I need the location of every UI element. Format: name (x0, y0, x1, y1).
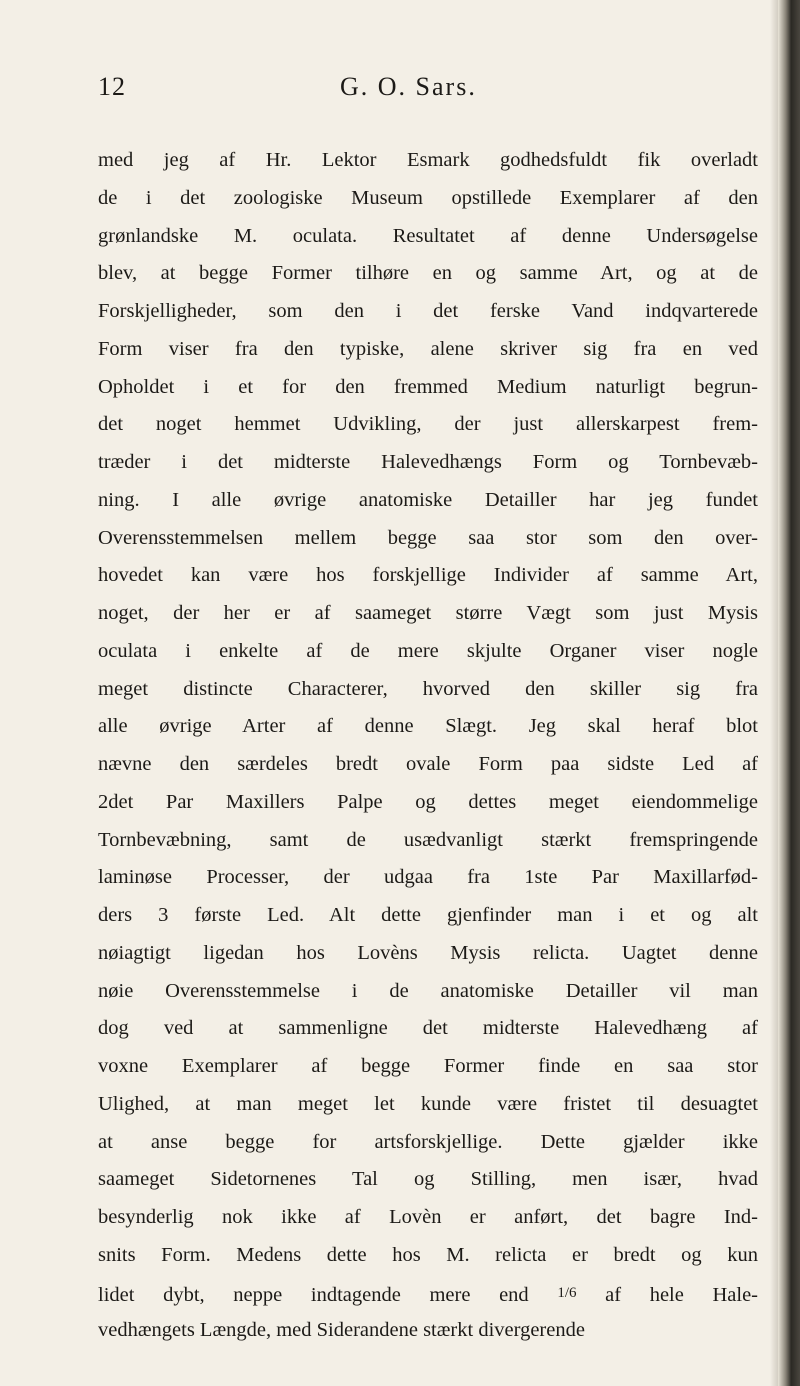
text-line: vedhængets Længde, med Siderandene stærkt divergerende (98, 1319, 585, 1342)
text-line: Form viser fra den typiske, alene skriver sig fra en ved (98, 337, 758, 360)
text-line: laminøse Processer, der udgaa fra 1ste Par Maxillarfød- (98, 866, 758, 889)
text-line: dog ved at sammenligne det midterste Halevedhæng af (98, 1017, 758, 1040)
text-line: det noget hemmet Udvikling, der just allerskarpest frem- (98, 413, 758, 436)
fraction: 1/6 (557, 1284, 577, 1301)
text-line: Ulighed, at man meget let kunde være fristet til desuagtet (98, 1092, 758, 1115)
running-head: G. O. Sars. (340, 72, 477, 101)
text-line: alle øvrige Arter af denne Slægt. Jeg skal heraf blot (98, 715, 758, 738)
text-line: at anse begge for artsforskjellige. Dette gjælder ikke (98, 1130, 758, 1153)
line-part: af hele Hale- (576, 1283, 758, 1306)
text-line: ning. I alle øvrige anatomiske Detailler har jeg fundet (98, 488, 758, 511)
text-line: nøiagtigt ligedan hos Lovèns Mysis relicta. Uagtet denne (98, 941, 758, 964)
page-edge (778, 0, 800, 1386)
text-line: blev, at begge Former tilhøre en og samme Art, og at de (98, 262, 758, 285)
text-line: ders 3 første Led. Alt dette gjenfinder man i et og alt (98, 904, 758, 926)
text-line: Forskjelligheder, som den i det ferske Vand indqvarterede (98, 300, 758, 322)
text-line: hovedet kan være hos forskjellige Individer af samme Art, (98, 564, 758, 587)
text-line: de i det zoologiske Museum opstillede Exemplarer af den (98, 186, 758, 209)
page-number: 12 (98, 72, 126, 101)
text-line: træder i det midterste Halevedhængs Form og Tornbevæb- (98, 451, 758, 473)
text-line: grønlandske M. oculata. Resultatet af denne Undersøgelse (98, 224, 758, 247)
text-line: 2det Par Maxillers Palpe og dettes meget eiendommelige (98, 790, 758, 813)
text-line: snits Form. Medens dette hos M. relicta er bredt og kun (98, 1243, 758, 1266)
text-line: saameget Sidetornenes Tal og Stilling, men især, hvad (98, 1168, 758, 1191)
page-header (98, 72, 758, 112)
text-line: nøie Overensstemmelse i de anatomiske Detailler vil man (98, 979, 758, 1002)
text-line: voxne Exemplarer af begge Former finde en saa stor (98, 1055, 758, 1077)
line-part: lidet dybt, neppe indtagende mere end (98, 1283, 558, 1306)
text-line-with-fraction (98, 1275, 758, 1313)
body-text (98, 142, 758, 1350)
text-line: Tornbevæbning, samt de usædvanligt stærkt fremspringende (98, 828, 758, 851)
text-line: oculata i enkelte af de mere skjulte Organer viser nogle (98, 639, 758, 662)
text-line: besynderlig nok ikke af Lovèn er anført, det bagre Ind- (98, 1206, 758, 1228)
text-line: med jeg af Hr. Lektor Esmark godhedsfuldt fik overladt (98, 149, 758, 171)
page-gutter-shadow (770, 0, 778, 1386)
text-line: meget distincte Characterer, hvorved den skiller sig fra (98, 677, 758, 700)
text-line: noget, der her er af saameget større Vægt som just Mysis (98, 602, 758, 624)
text-line: Overensstemmelsen mellem begge saa stor som den over- (98, 526, 758, 549)
text-line: Opholdet i et for den fremmed Medium naturligt begrun- (98, 375, 758, 398)
text-line: nævne den særdeles bredt ovale Form paa sidste Led af (98, 753, 758, 775)
